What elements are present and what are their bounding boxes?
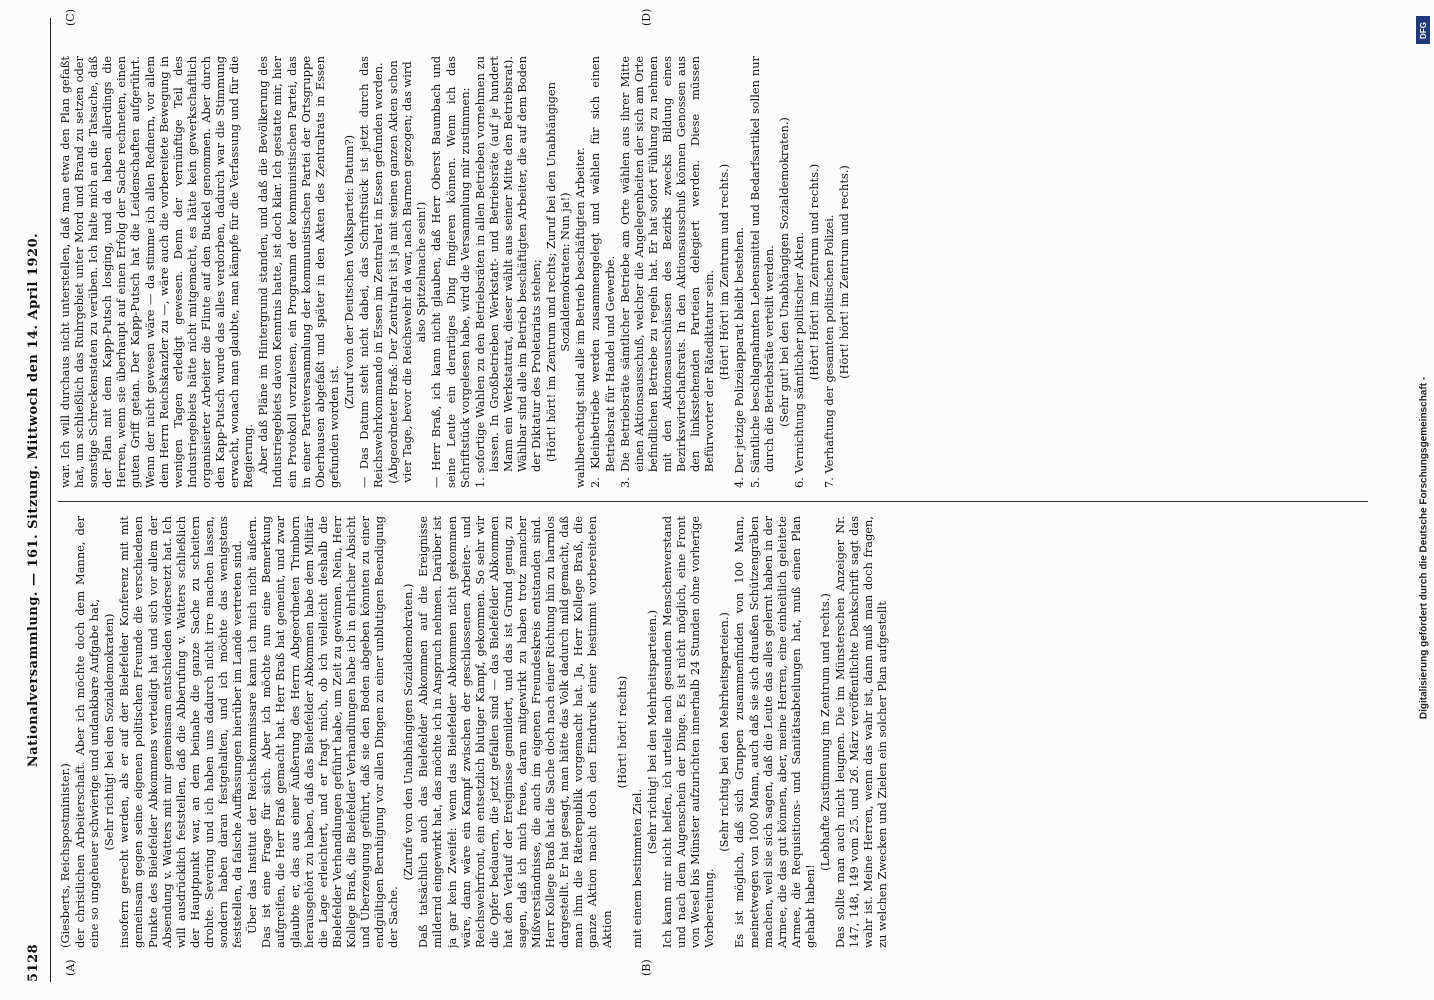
paragraph: — Das Datum steht nicht dabei, das Schriftstück ist jetzt durch das Reichswehrkommando in Essen im Zentralrat in Essen gefunden worden. [356,56,386,488]
interjection: (Hört! hört! rechts) [614,675,629,789]
interjection: (Sehr richtig bei den Mehrheitsparteien.) [717,612,732,852]
paragraph: war. Ich will durchaus nicht unterstellen, daß man etwa den Plan gefaßt hat, um schließlich das Ruhrgebiet unter Mord und Brand zu setzen oder sonstige Schreckenstaten zu verüben. Ich halte mich an die Tatsache, daß der Plan mit dem Kapp-Putsch losging, und da haben allerdings die Herren, wenn sie überhaupt auf einen Erfolg der Sache rechneten, einen guten Griff getan. Der Kapp-Putsch hat die Leidenschaften aufgerührt. Wenn der nicht gewesen wäre — da stimme ich allen Rednern, vor allem dem Herrn Reichskanzler zu —, wäre auch die vorbereitete Bewegung in wenigen Tagen erledigt gewesen. Denn der vernünftige Teil des Industriegebiets hätte nicht mitgemacht, es hätte kein gewerkschaftlich organisierter Arbeiter die Flinte auf den Buckel genommen. Aber durch den Kapp-Putsch wurde das alles verdorben, dadurch war die Stimmung erwacht, wonach man glaubte, man kämpfe für die Verfassung und für die Regierung. [58,56,256,488]
interjection: (Hört! hört! im Zentrum und rechts; Zuruf bei den Unabhängigen Sozialdemokraten: Nun ja!) [544,82,573,463]
paragraph: Ich kann mir nicht helfen, ich urteile nach gesundem Menschenverstand und nach dem Augenschein der Dinge. Es ist nicht möglich, eine Front von Wesel bis Münster aufzurichten innerhalb 24 Stunden ohne vorherige Vorbereitung. [659,516,717,948]
interjection: (Sehr richtig! bei den Sozialdemokraten) [102,613,117,851]
paragraph: — Herr Braß, ich kann nicht glauben, daß Herr Oberst Baumbach und seine Leute ein derartiges Ding fingieren können. Wenn ich das Schriftstück vorgelesen habe, wird die Versammlung mir zustimmen: [429,56,472,488]
interjection: (Lebhafte Zustimmung im Zentrum und rechts.) [817,593,832,871]
margin-marker-b: (B) [640,959,653,976]
paragraph: Über das Institut der Reichskommissare kann ich mich nicht äußern. Das ist eine Frage für sich. Aber ich möchte nun eine Bemerkung aufgreifen, die Herr Braß gemacht hat. Herr Braß hat gemeint, und zwar glaubte er, das aus einer Äußerung des Herrn Abgeordneten Trimborn herausgehört zu haben, daß das Bielefelder Abkommen habe dem Militär die Lage erleichtert, und er fragt mich, ob ich vielleicht deshalb die Bielefelder Verhandlungen geführt habe, um Zeit zu gewinnen. Nein, Herr Kollege Braß, die Bielefelder Verhandlungen habe ich in ehrlicher Absicht und Überzeugung geführt, daß sie den Boden abgeben könnten zu einer endgültigen Beruhigung vor allen Dingen zu einer unblutigen Beendigung der Sache. [245,516,401,948]
interjection: (Hört! Hört! im Zentrum und rechts.) [806,163,821,381]
page-title: Nationalversammlung. — 161. Sitzung. Mittwoch den 14. April 1920. [26,232,41,768]
digitization-credit [1416,8,1432,998]
paragraph: Das sollte man auch nicht leugnen. Die im Münsterschen Anzeiger Nr. 147, 148, 149 vom 25. und 26. März veröffentlichte Denkschrift sagt das wahr ist. Meine Herren, wenn das wahr ist, dann muß man doch fragen, zu welchen Zwecken und Zielen ein solcher Plan aufgestellt [833,516,890,948]
right-column [58,56,1368,488]
paragraph: (Giesberts, Reichspostminister.) [58,763,72,948]
interjection: (Sehr gut! bei den Unabhängigen Sozialdemokraten.) [776,117,791,427]
paragraph: Daß tatsächlich auch das Bielefelder Abkommen auf die Ereignisse mildernd eingewirkt hat, das möchte ich in Anspruch nehmen. Darüber ist ja gar kein Zweifel: wenn das Bielefelder Abkommen nicht gekommen wäre, dann wäre ein Kampf zwischen der geschlossenen Arbeiter- und Reichswehrfront, ein entsetzlich blutiger Kampf, gekommen. So sehr wir die Opfer bedauern, die jetzt gefallen sind — das Bielefelder Abkommen hat den Verlauf der Ereignisse gemildert, und das ist Grund genug, zu sagen, daß ich mich freue, daran mitgewirkt zu haben trotz mancher Mißverständnisse, die auch im eigenen Freundeskreis entstanden sind. Herr Kollege Braß hat die Sache doch nach einer Richtung hin zu harmlos dargestellt. Er hat gesagt, man hätte das Volk dadurch mild gemacht, daß man ihm die Räterepublik vorgemacht hat. Ja, Herr Kollege Braß, die ganze Aktion macht doch den Eindruck einer bestimmt vorbereiteten Aktion [416,516,614,948]
list-item: 6. Vernichtung sämtlicher politischer Akten. [791,232,806,488]
interjection: (Zuruf von der Deutschen Volkspartei: Datum?) [341,134,356,410]
margin-marker-c: (C) [64,9,77,26]
paragraph: mit einem bestimmten Ziel. [629,788,644,948]
list-item: 4. Der jetzige Polizeiapparat bleibt bestehen. [732,227,747,488]
list-item: 5. Sämtliche beschlagnahmten Lebensmittel und Bedarfsartikel sollen nur durch die Betriebsräte verteilt werden. [747,56,776,488]
paragraph: Aber daß Pläne im Hintergrund standen, und daß die Bevölkerung des Industriegebiets davon Kenntnis hatte, ist doch klar. Ich gestatte mir, hier ein Protokoll vorzulesen, ein Programm der kommunistischen Partei, das in einer Parteiversammlung der kommunistischen Partei der Ortsgruppe Oberhausen abgefaßt und später in den Akten des Zentralrats in Essen gefunden worden ist. [256,56,341,488]
interjection: (Zurufe von den Unabhängigen Sozialdemokraten.) [401,583,416,881]
interjection: (Abgeordneter Braß: Der Zentralrat ist ja mit seinen ganzen Akten schon vier Tage, bevor die Reichswehr da war, nach Barmen gezogen; das wird also Spitzelmache sein!) [386,60,429,484]
page-number: 5128 [26,943,41,982]
left-column [58,516,1368,948]
paragraph: der christlichen Arbeiterschaft. Aber ich möchte doch dem Manne, der eine so ungeheuer schwierige und undankbare Aufgabe hat, [73,516,102,948]
dfg-logo: DFG [1416,16,1430,44]
interjection: (Hört! hört! im Zentrum und rechts.) [837,165,852,379]
list-item: 1. sofortige Wahlen zu den Betriebsräten in allen Betrieben vornehmen zu lassen. In Großbetrieben Werkstatt- und Betriebsräte (auf je hundert Mann ein Werkstattrat, dieser wählt aus seiner Mitte den Betriebsrat). Wählbar sind alle im Betrieb beschäftigten Arbeiter, die auf dem Boden der Diktatur des Proletariats stehen; [472,56,544,488]
margin-marker-d: (D) [640,8,653,26]
digitization-credit-text: Digitalisierung gefördert durch die Deutsche Forschungsgemeinschaft - [1418,376,1430,720]
paragraph: insofern gerecht werden, als er auf der Bielefelder Konferenz mit mit gemeinsam gegen seine eigenen politischen Freunde die verschiedenen Punkte des Bielefelder Abkommens verteidigt hat und sich vor allem der Absendung v. Watters mit mir gemeinsam entschieden widersetzt hat. Ich will ausdrücklich feststellen, daß die Abberufung v. Watters schließlich der Hauptpunkt war, an dem beinahe die ganze Sache zu scheitern drohte. Severing und ich haben uns dadurch nicht irre machen lassen, sondern haben daran festgehalten, und ich möchte das wenigstens feststellen, da falsche Auffassungen hierüber im Lande vertreten sind. [117,516,245,948]
paragraph: Es ist möglich, daß sich Gruppen zusammenfinden von 100 Mann, meinetwegen von 1000 Mann, auch daß sie sich draußen Schützengräben machen, weil sie sich sagen, daß die Leute das alles gelernt haben in der Armee, die das gut können, aber, meine Herren, eine einheitlich geleitete Armee, die Requisitions- und Sanitätsabteilungen hat, muß einen Plan gehabt haben! [732,516,817,948]
page-header [26,18,48,982]
column-divider [58,501,1368,502]
interjection: (Sehr richtig! bei den Mehrheitsparteien.) [644,609,659,855]
list-item: 7. Verhaftung der gesamten politischen Polizei. [821,214,836,488]
list-item: 3. Die Betriebsräte sämtlicher Betriebe am Orte wählen aus ihrer Mitte einen Aktionsausschuß, welcher die Angelegenheiten der sich am Orte befindlichen Betriebe zu regeln hat. Er hat sofort Fühlung zu nehmen mit den Aktionsausschüssen des Bezirks zwecks Bildung eines Bezirkswirtschaftsrats. In den Aktionsausschuß können Genossen aus den linksstehenden Parteien delegiert werden. Diese müssen Befürworter der Rätediktatur sein. [617,56,717,488]
list-item: 2. Kleinbetriebe werden zusammengelegt und wählen für sich einen Betriebsrat für Handel und Gewerbe. [588,56,617,488]
paragraph: wahlberechtigt sind alle im Betrieb beschäftigten Arbeiter. [573,147,588,488]
interjection: (Hört! Hört! im Zentrum und rechts.) [717,163,732,381]
margin-marker-a: (A) [64,959,77,976]
header-rule [50,18,51,982]
